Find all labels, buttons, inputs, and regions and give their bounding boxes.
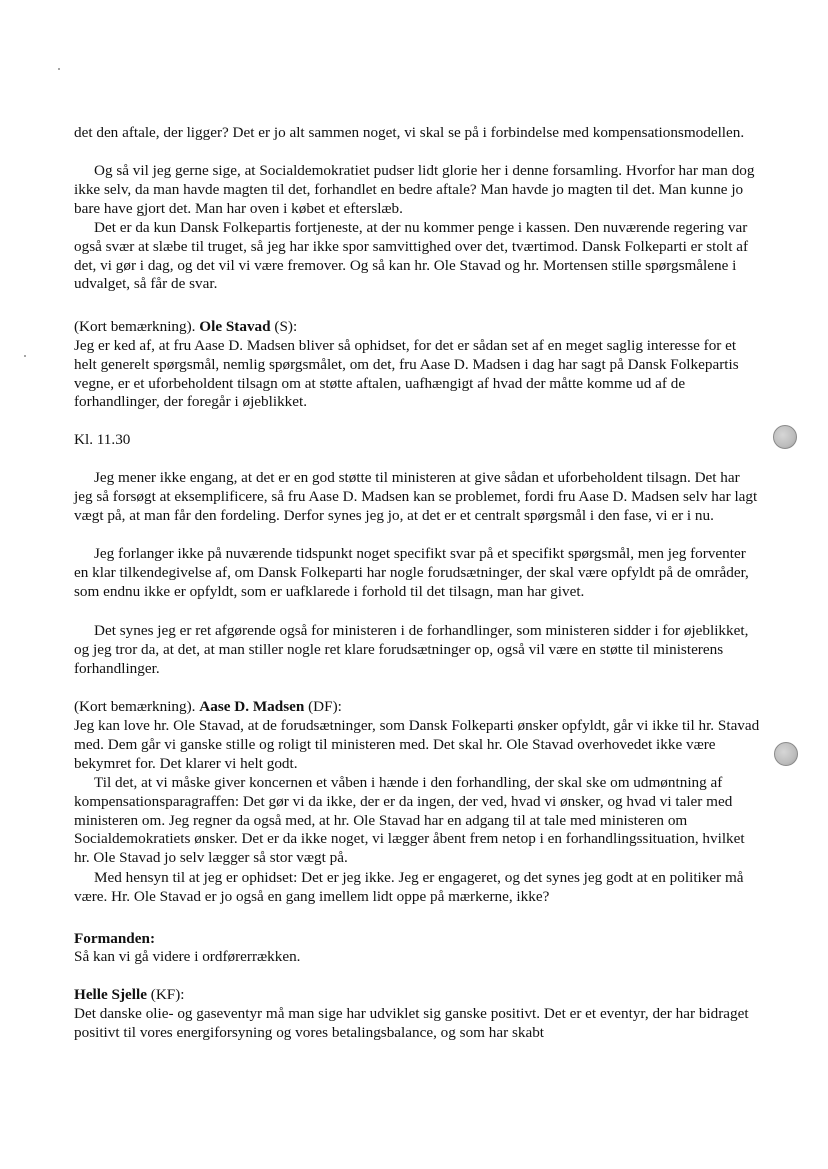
- timestamp: Kl. 11.30: [74, 431, 131, 448]
- speaker-party: (KF):: [146, 986, 185, 1003]
- paragraph: Jeg kan love hr. Ole Stavad, at de forudsætninger, som Dansk Folkeparti ønsker opfyldt, går vi ikke til hr. Stavad med. Dem går vi ganske stille og roligt til ministeren med. Det skal hr. Ole Stavad overhovedet ikke være bekymret for. Det klarer vi helt godt.: [74, 717, 760, 772]
- speaker-heading: [74, 698, 760, 717]
- paragraph: Jeg mener ikke engang, at det er en god støtte til ministeren at give sådan et uforbeholdent tilsagn. Det har jeg så forsøgt at eksemplificere, så fru Aase D. Madsen kan se problemet, fordi fru Aase D. Madsen selv har lagt vægt på, at man får den fordeling. Derfor synes jeg jo, at det er et centralt spørgsmål i den fase, vi er i nu.: [74, 469, 758, 524]
- speaker-party: (DF):: [304, 698, 342, 715]
- paragraph: Det er da kun Dansk Folkepartis fortjeneste, at der nu kommer penge i kassen. Den nuværende regering var også svær at slæbe til truget, så jeg har ikke spor samvittighed over det, tværtimod. Dansk Folkeparti er stolt af det, vi gør i dag, og det vil vi være fremover. Og så kan hr. Ole Stavad og hr. Mortensen stille spørgsmålene i udvalget, så får de svar.: [74, 219, 749, 293]
- paragraph: Jeg er ked af, at fru Aase D. Madsen bliver så ophidset, for det er sådan set af en meget saglig interesse for et helt generelt spørgsmål, nemlig spørgsmålet, om det, fru Aase D. Madsen i dag har sagt på Dansk Folkepartis vegne, er et uforbeholdent tilsagn om at støtte aftalen, uafhængigt af hvad der måtte komme ud af de forhandlinger, der foregår i øjeblikket.: [74, 337, 739, 411]
- scan-speck: [58, 68, 60, 70]
- speaker-heading: [74, 318, 760, 337]
- paragraph: Det synes jeg er ret afgørende også for ministeren i de forhandlinger, som ministeren sidder i for øjeblikket, og jeg tror da, at det, at man stiller nogle ret klare forudsætninger op, også vil være en støtte til ministerens forhandlinger.: [74, 622, 749, 677]
- paragraph: Med hensyn til at jeg er ophidset: Det er jeg ikke. Jeg er engageret, og det synes jeg godt at en politiker må være. Hr. Ole Stavad er jo også en gang imellem lidt oppe på mærkerne, ikke?: [74, 869, 744, 905]
- punch-hole: [773, 425, 797, 449]
- speaker-name: Aase D. Madsen: [199, 698, 305, 715]
- paragraph: Jeg forlanger ikke på nuværende tidspunkt noget specifikt svar på et specifikt spørgsmål, men jeg forventer en klar tilkendegivelse af, om Dansk Folkeparti har nogle forudsætninger, der skal være opfyldt på de områder, som endnu ikke er opfyldt, som er uafklarede i forhold til det tilsagn, man har givet.: [74, 545, 749, 600]
- speaker-heading: [74, 986, 760, 1005]
- speaker-name: Helle Sjelle: [74, 986, 147, 1003]
- punch-hole: [774, 742, 798, 766]
- speaker-party: (S):: [270, 318, 298, 335]
- paragraph: Og så vil jeg gerne sige, at Socialdemokratiet pudser lidt glorie her i denne forsamling. Hvorfor har man dog ikke selv, da man havde magten til det, forhandlet en bedre aftale? Man havde jo magten til det. Man kunne jo bare have gjort det. Man har oven i købet et efterslæb.: [74, 162, 755, 217]
- remark-label: (Kort bemærkning).: [74, 698, 200, 715]
- speaker-name: Ole Stavad: [199, 318, 271, 335]
- paragraph: Det danske olie- og gaseventyr må man sige har udviklet sig ganske positivt. Det er et eventyr, der har bidraget positivt til vores energiforsyning og vores betalingsbalance, og som har skabt: [74, 1005, 749, 1041]
- speaker-heading: Formanden:: [74, 930, 155, 947]
- scan-speck: [24, 355, 26, 357]
- paragraph: det den aftale, der ligger? Det er jo alt sammen noget, vi skal se på i forbindelse med kompensationsmodellen.: [74, 124, 745, 141]
- paragraph: Så kan vi gå videre i ordførerrækken.: [74, 948, 301, 965]
- paragraph: Til det, at vi måske giver koncernen et våben i hænde i den forhandling, der skal ske om udmøntning af kompensationsparagraffen: Det gør vi da ikke, der er da ingen, der ved, hvad vi ønsker, og hvad vi taler med ministeren om. Jeg regner da også med, at hr. Ole Stavad har en adgang til at tale med ministeren om Socialdemokratiets ønsker. Det er da ikke noget, vi lægger åbent frem netop i en forhandlingssituation, hvilket hr. Ole Stavad jo selv lægger så stor vægt på.: [74, 774, 745, 867]
- remark-label: (Kort bemærkning).: [74, 318, 200, 335]
